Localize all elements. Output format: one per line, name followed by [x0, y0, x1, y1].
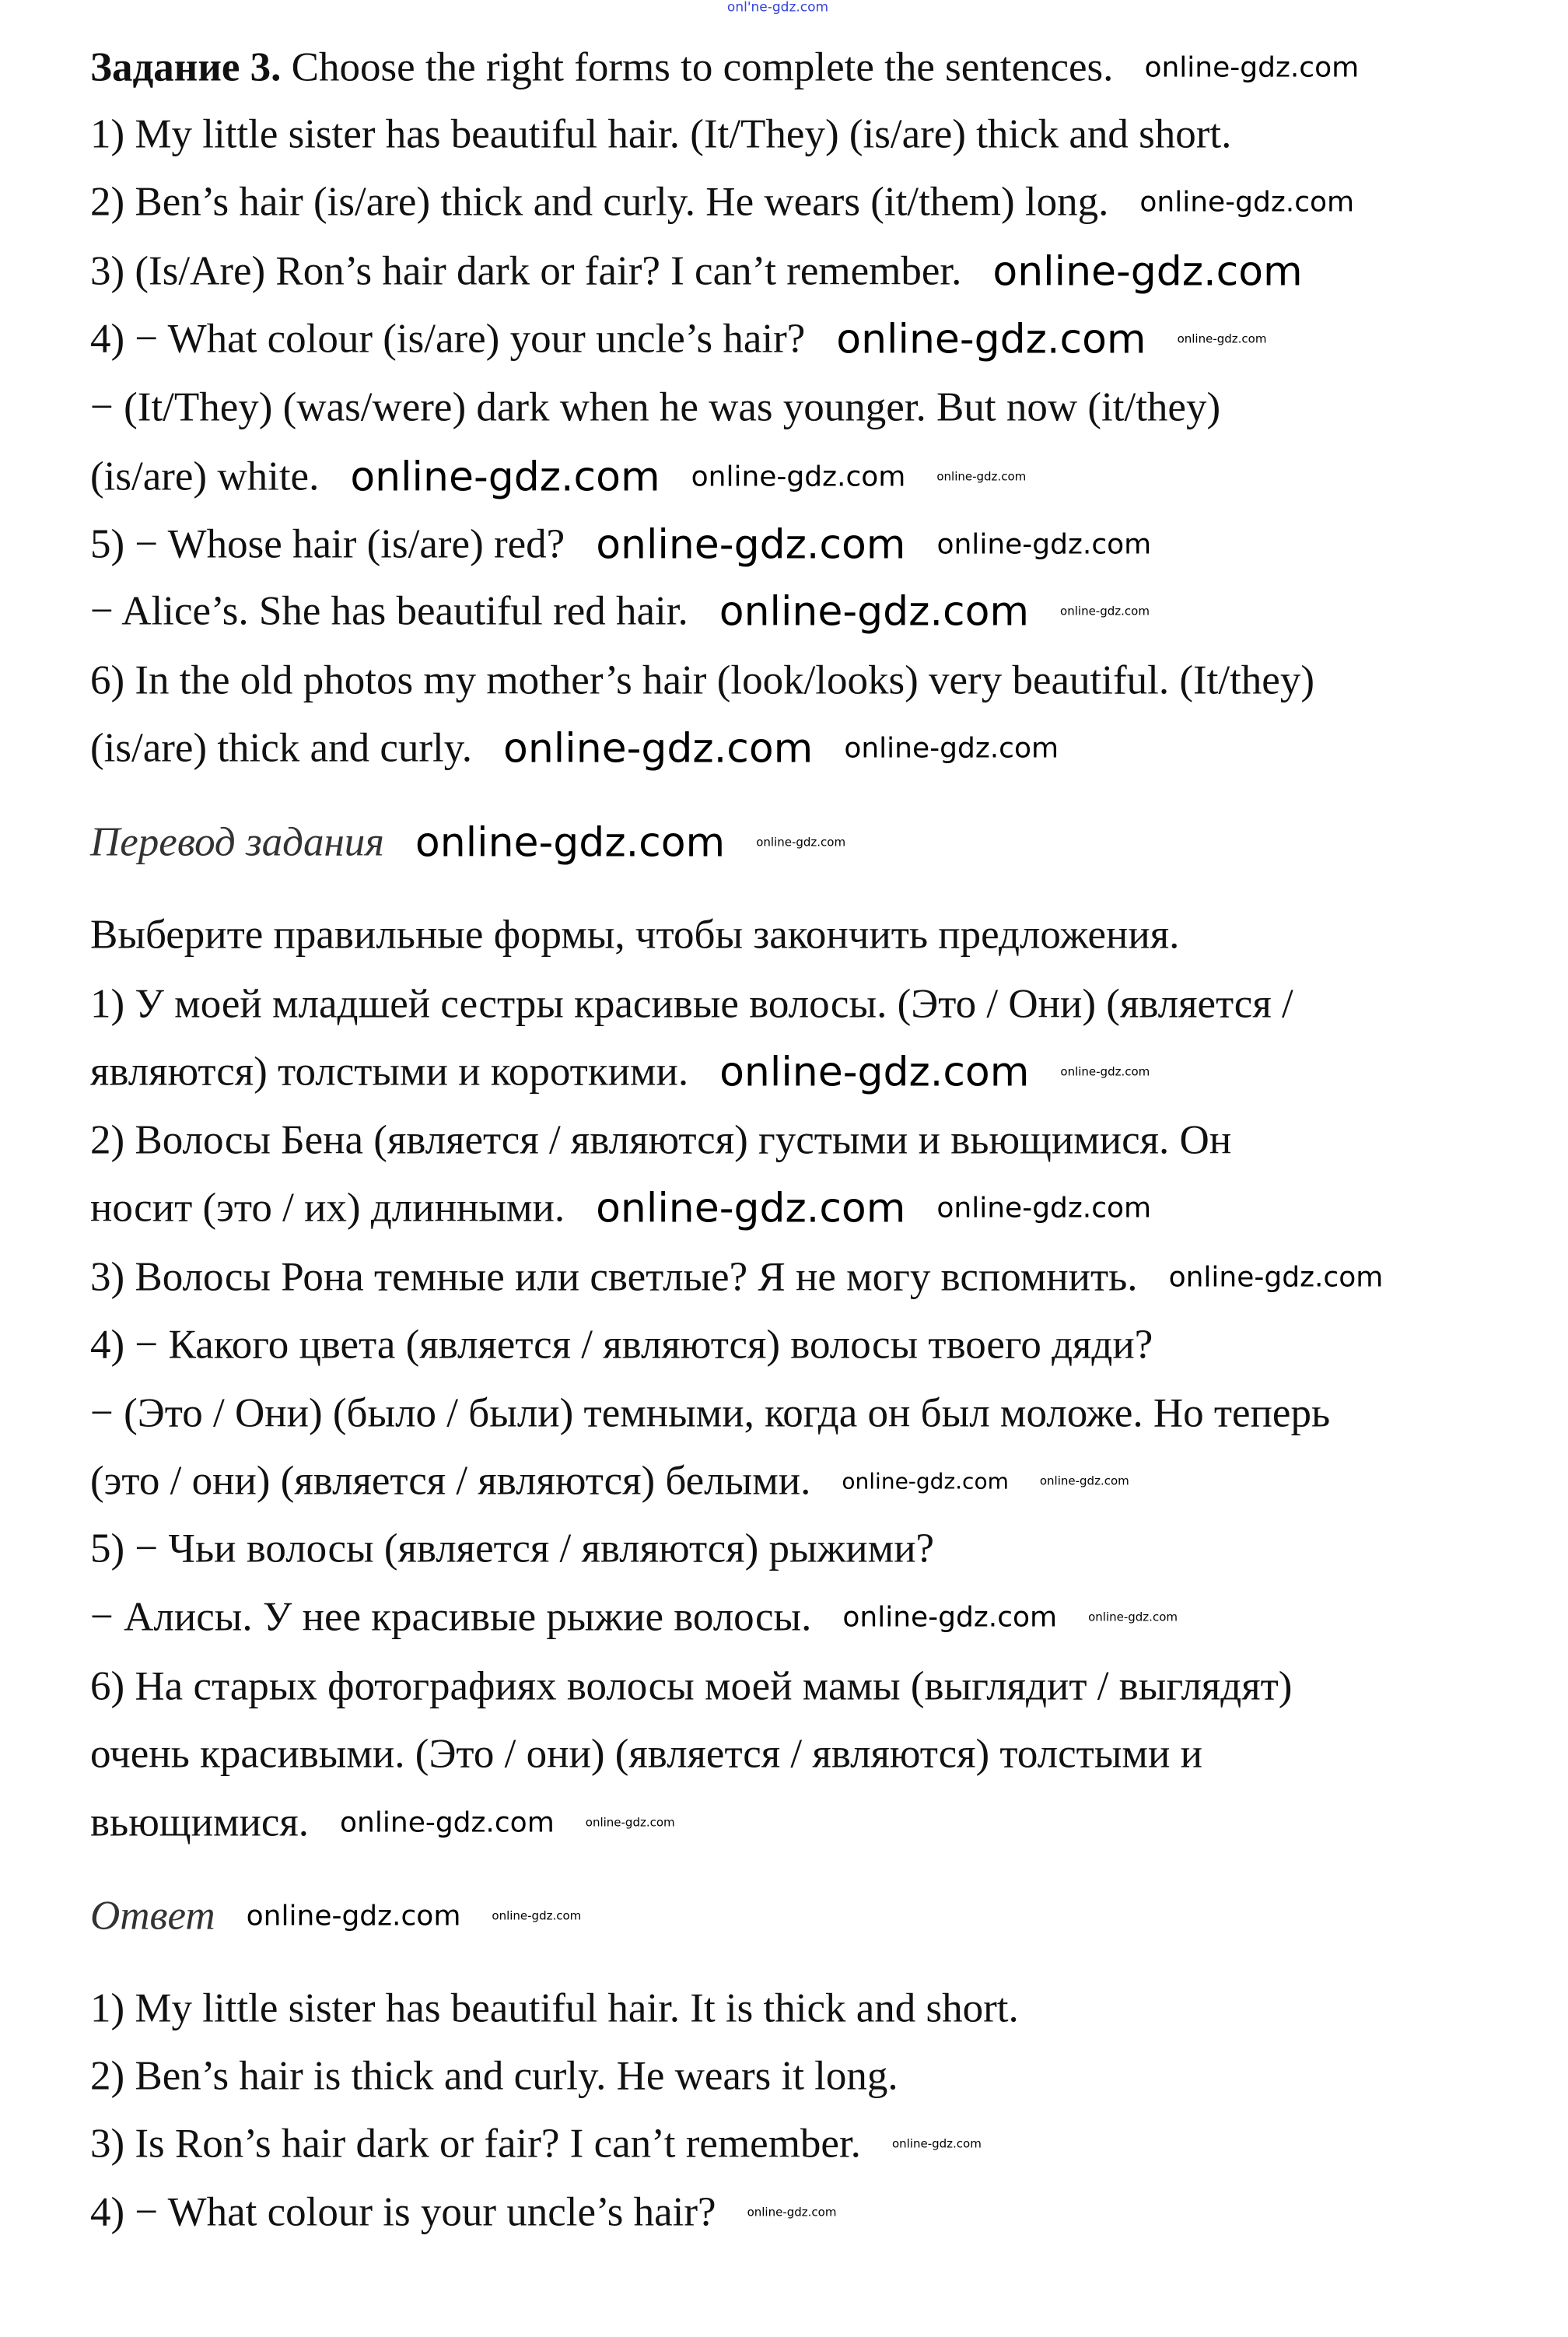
watermark: online-gdz.com	[246, 1900, 461, 1932]
translation-heading: Перевод задания	[90, 819, 384, 865]
watermark: online-gdz.com	[1088, 1610, 1178, 1624]
watermark: online-gdz.com	[503, 725, 814, 772]
answer-line	[90, 2121, 982, 2167]
translation-line-text: Выберите правильные формы, чтобы закончить предложения.	[90, 912, 1180, 958]
watermark: online-gdz.com	[1039, 1473, 1129, 1488]
translation-line	[90, 1117, 1232, 1163]
answer-line-text: 2) Ben’s hair is thick and curly. He wears it long.	[90, 2053, 898, 2099]
task-line	[90, 657, 1314, 703]
task-title	[90, 44, 1360, 90]
task-line-text: 5) − Whose hair (is/are) red?	[90, 521, 565, 567]
watermark: online-gdz.com	[719, 588, 1030, 635]
watermark: online-gdz.com	[340, 1806, 555, 1838]
translation-line	[90, 1322, 1153, 1368]
task-line	[90, 384, 1221, 430]
translation-line	[90, 1049, 1150, 1095]
task-line	[90, 179, 1355, 225]
watermark: online-gdz.com	[936, 528, 1152, 560]
watermark: online-gdz.com	[596, 1185, 906, 1232]
watermark: online-gdz.com	[596, 521, 906, 568]
task-line	[90, 316, 1267, 363]
translation-line	[90, 981, 1293, 1027]
translation-line	[90, 1799, 675, 1845]
translation-line-text: являются) толстыми и короткими.	[90, 1049, 689, 1095]
watermark: online-gdz.com	[585, 1815, 675, 1830]
translation-line-text: 6) На старых фотографиях волосы моей мамы (выглядит / выглядят)	[90, 1663, 1293, 1709]
translation-line	[90, 1594, 1178, 1640]
translation-line	[90, 1185, 1152, 1232]
answer-heading: Ответ	[90, 1893, 215, 1939]
task-line	[90, 454, 1027, 500]
task-line-text: 1) My little sister has beautiful hair. (It/They) (is/are) thick and short.	[90, 111, 1232, 157]
task-line	[90, 248, 1303, 295]
answer-line-text: 4) − What colour is your uncle’s hair?	[90, 2189, 716, 2235]
translation-heading-row	[90, 819, 846, 866]
task-line-text: 4) − What colour (is/are) your uncle’s hair?	[90, 316, 806, 362]
translation-line	[90, 1526, 935, 1571]
watermark: online-gdz.com	[992, 248, 1303, 295]
translation-line-text: 4) − Какого цвета (является / являются) волосы твоего дяди?	[90, 1322, 1153, 1368]
task-instruction: Choose the right forms to complete the sentences.	[291, 44, 1114, 90]
translation-line-text: вьющимися.	[90, 1799, 310, 1845]
task-line	[90, 111, 1232, 157]
answer-line-text: 1) My little sister has beautiful hair. It is thick and short.	[90, 1985, 1019, 2031]
watermark: online-gdz.com	[891, 2136, 982, 2151]
translation-line-text: − (Это / Они) (было / были) темными, когда он был моложе. Но теперь	[90, 1390, 1331, 1436]
watermark: online-gdz.com	[350, 454, 660, 500]
watermark: online-gdz.com	[842, 1601, 1058, 1633]
answer-heading-row	[90, 1893, 582, 1939]
translation-line	[90, 1390, 1331, 1436]
watermark: online-gdz.com	[719, 1049, 1030, 1095]
translation-line-text: 2) Волосы Бена (является / являются) густыми и вьющимися. Он	[90, 1117, 1232, 1163]
translation-line	[90, 1458, 1129, 1504]
translation-line	[90, 1731, 1202, 1777]
watermark: onl'ne-gdz.com	[726, 0, 829, 16]
translation-line	[90, 1254, 1384, 1300]
watermark: online-gdz.com	[936, 1192, 1152, 1224]
translation-line	[90, 912, 1180, 958]
watermark: online-gdz.com	[747, 2205, 837, 2220]
task-line	[90, 725, 1059, 772]
watermark: online-gdz.com	[836, 316, 1146, 363]
task-line-text: − Alice’s. She has beautiful red hair.	[90, 588, 688, 634]
watermark: online-gdz.com	[1060, 604, 1150, 618]
task-line	[90, 521, 1152, 568]
task-label: Задание 3.	[90, 44, 282, 90]
watermark: online-gdz.com	[1168, 1261, 1384, 1293]
answer-line	[90, 2189, 837, 2235]
watermark: online-gdz.com	[1144, 51, 1360, 83]
watermark: online-gdz.com	[1060, 1064, 1150, 1079]
translation-line-text: носит (это / их) длинными.	[90, 1185, 565, 1231]
task-line-text: 3) (Is/Are) Ron’s hair dark or fair? I can’t remember.	[90, 248, 962, 294]
translation-line-text: 3) Волосы Рона темные или светлые? Я не могу вспомнить.	[90, 1254, 1138, 1300]
watermark: online-gdz.com	[492, 1908, 582, 1923]
task-line-text: 6) In the old photos my mother’s hair (look/looks) very beautiful. (It/they)	[90, 657, 1314, 703]
translation-line-text: 5) − Чьи волосы (является / являются) рыжими?	[90, 1526, 935, 1571]
answer-line-text: 3) Is Ron’s hair dark or fair? I can’t remember.	[90, 2121, 861, 2167]
answer-line	[90, 2053, 898, 2099]
watermark: online-gdz.com	[936, 469, 1027, 484]
task-line-text: − (It/They) (was/were) dark when he was younger. But now (it/they)	[90, 384, 1221, 430]
translation-line-text: 1) У моей младшей сестры красивые волосы. (Это / Они) (является /	[90, 981, 1293, 1027]
watermark: online-gdz.com	[415, 819, 726, 866]
translation-line-text: − Алисы. У нее красивые рыжие волосы.	[90, 1594, 812, 1640]
watermark: online-gdz.com	[691, 461, 906, 492]
watermark: online-gdz.com	[1139, 186, 1355, 218]
task-line-text: 2) Ben’s hair (is/are) thick and curly. He wears (it/them) long.	[90, 179, 1109, 225]
watermark: online-gdz.com	[756, 835, 846, 850]
answer-line	[90, 1985, 1019, 2031]
translation-line-text: (это / они) (является / являются) белыми.	[90, 1458, 811, 1504]
watermark: online-gdz.com	[842, 1468, 1009, 1494]
translation-line-text: очень красивыми. (Это / они) (является / являются) толстыми и	[90, 1731, 1202, 1777]
watermark: online-gdz.com	[844, 732, 1059, 764]
task-line	[90, 588, 1150, 635]
translation-line	[90, 1663, 1293, 1709]
task-line-text: (is/are) white.	[90, 454, 320, 499]
watermark: online-gdz.com	[1177, 331, 1267, 346]
task-line-text: (is/are) thick and curly.	[90, 725, 473, 771]
